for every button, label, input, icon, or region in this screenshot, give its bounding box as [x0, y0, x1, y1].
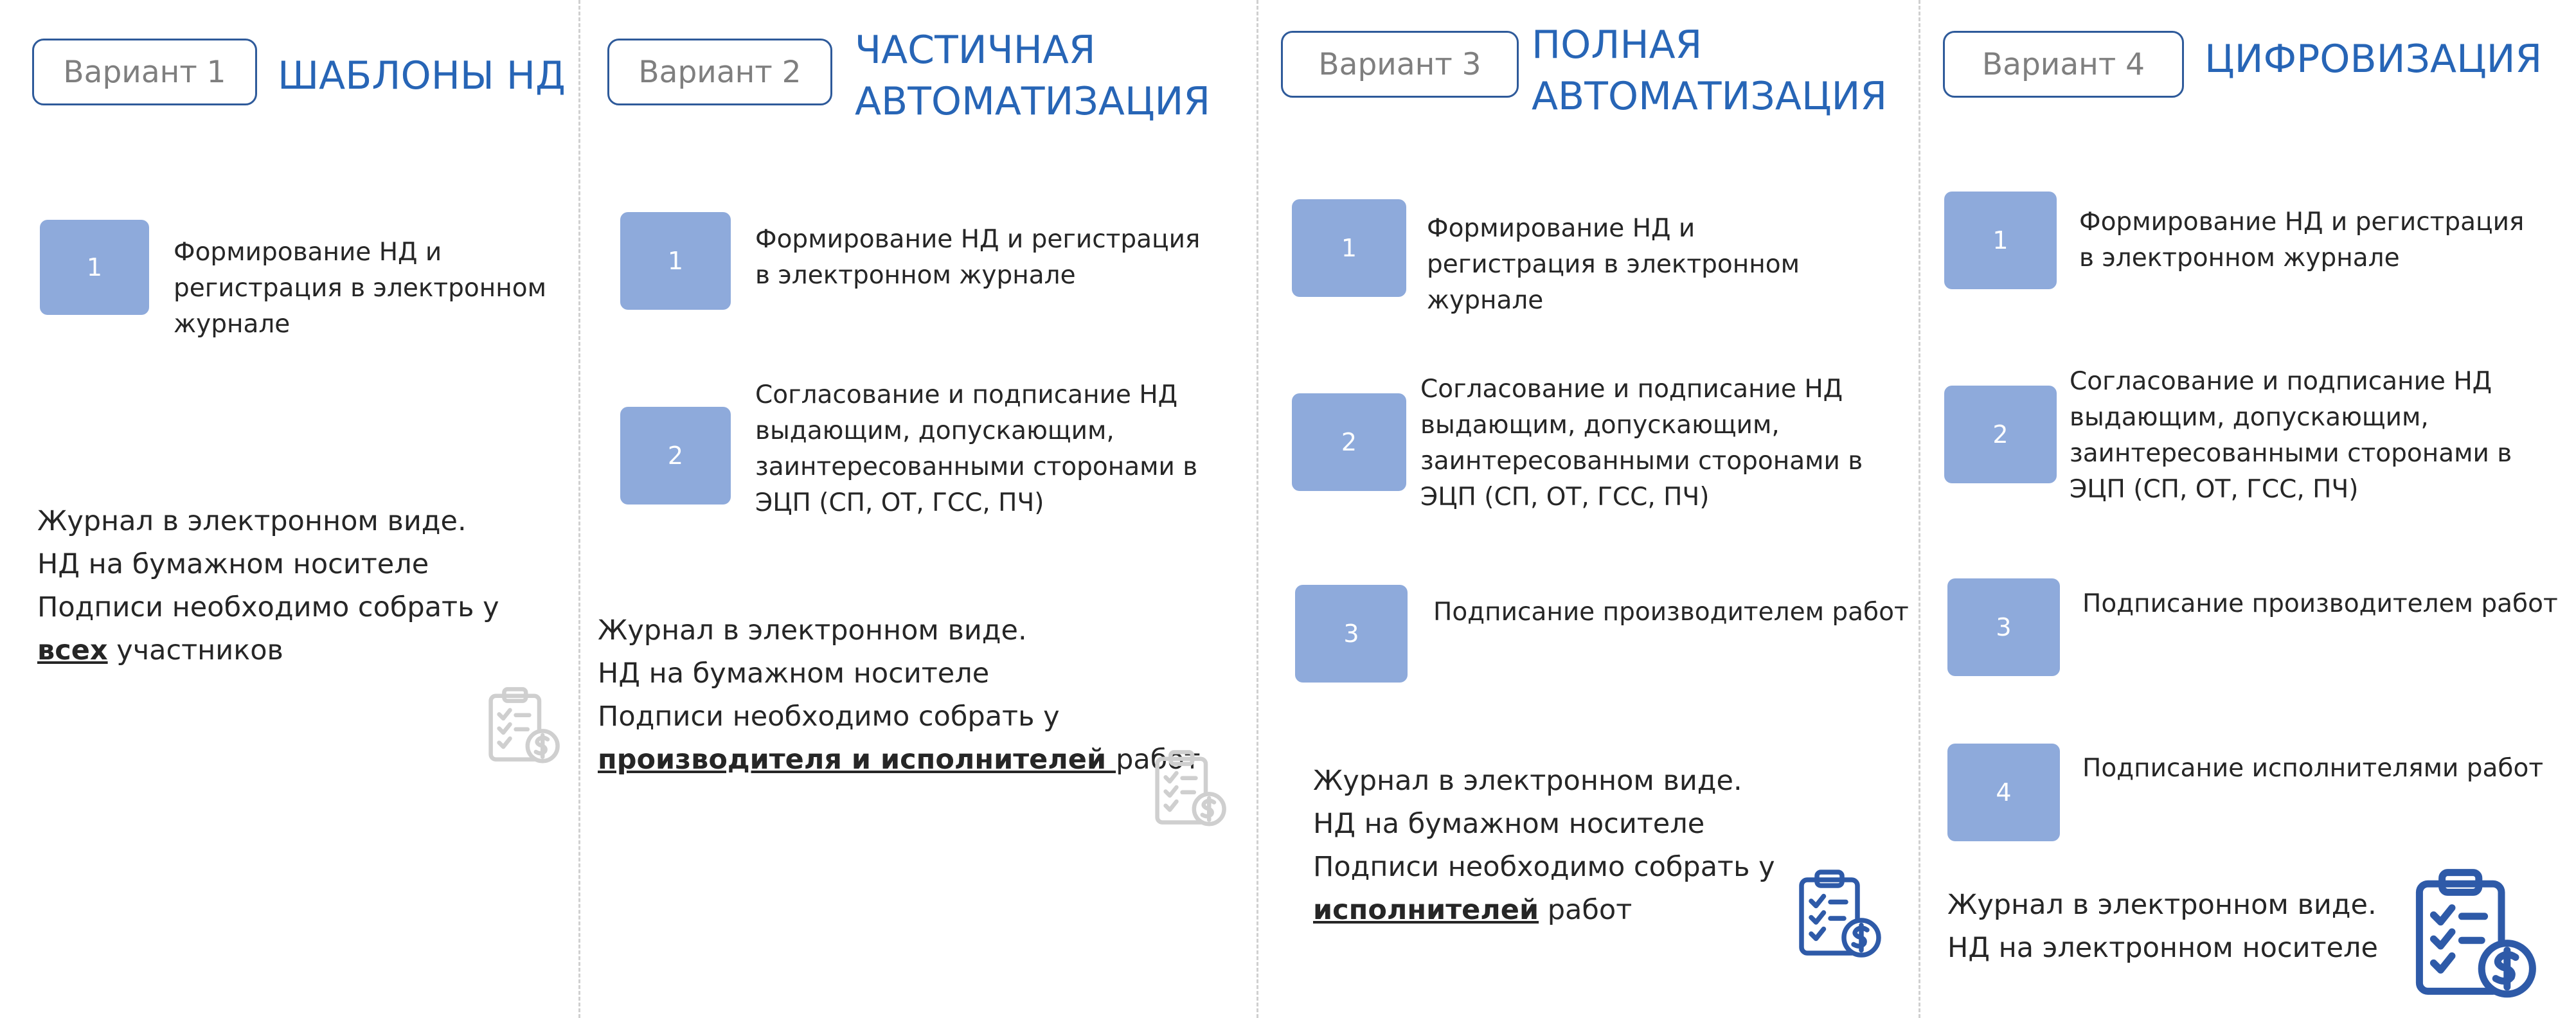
- step-text: Подписание исполнителями работ: [2082, 754, 2544, 783]
- step-text: Формирование НД и регистрация в электронном журнале: [1427, 214, 1800, 315]
- step-text: Подписание производителем работ: [1433, 598, 1909, 627]
- variant-1-title: ШАБЛОНЫ НД: [278, 53, 566, 98]
- step-text: Формирование НД и регистрация в электронном журнале: [174, 238, 547, 339]
- variant-1-notes: Журнал в электронном виде. НД на бумажном носителе Подписи необходимо собрать у всех участников: [37, 505, 499, 666]
- step-badge: 2: [1944, 386, 2057, 483]
- step-badge: 1: [1292, 199, 1406, 297]
- variant-3-title: ПОЛНАЯ АВТОМАТИЗАЦИЯ: [1532, 22, 1888, 119]
- step-badge: 3: [1947, 578, 2060, 676]
- variant-2-title: ЧАСТИЧНАЯ АВТОМАТИЗАЦИЯ: [855, 28, 1211, 124]
- step-badge: 4: [1947, 744, 2060, 841]
- step-text: Подписание производителем работ: [2082, 589, 2558, 618]
- variant-4-label: Вариант 4: [1943, 31, 2184, 98]
- step-text: Формирование НД и регистрация в электронном журнале: [755, 225, 1201, 290]
- clipboard-checklist-dollar-icon: [2402, 861, 2544, 1003]
- step-text: Согласование и подписание НД выдающим, допускающим, заинтересованными сторонами в ЭЦП (СП, ОТ, ГСС, ПЧ): [755, 380, 1198, 517]
- variant-4-notes: Журнал в электронном виде. НД на электронном носителе: [1947, 889, 2378, 964]
- step-text: Формирование НД и регистрация в электронном журнале: [2079, 208, 2525, 272]
- step-badge: 2: [620, 407, 731, 505]
- variant-1-label: Вариант 1: [32, 39, 257, 105]
- variant-2-column: [578, 0, 1257, 1018]
- step-text: Согласование и подписание НД выдающим, допускающим, заинтересованными сторонами в ЭЦП (СП, ОТ, ГСС, ПЧ): [2070, 367, 2512, 504]
- variant-3-label: Вариант 3: [1281, 31, 1519, 98]
- step-badge: 2: [1292, 393, 1406, 491]
- variant-3-column: [1257, 0, 1919, 1018]
- variant-3-notes: Журнал в электронном виде. НД на бумажном носителе Подписи необходимо собрать у исполнителей работ: [1313, 765, 1775, 926]
- clipboard-checklist-dollar-icon: [481, 683, 564, 766]
- variant-2-label: Вариант 2: [607, 39, 832, 105]
- variant-1-column: [0, 0, 578, 1018]
- step-badge: 1: [620, 212, 731, 310]
- variant-2-notes: Журнал в электронном виде. НД на бумажном носителе Подписи необходимо собрать у производителя и исполнителей работ: [598, 614, 1201, 776]
- step-text: Согласование и подписание НД выдающим, допускающим, заинтересованными сторонами в ЭЦП (СП, ОТ, ГСС, ПЧ): [1420, 375, 1863, 512]
- step-badge: 1: [40, 220, 149, 315]
- step-badge: 3: [1295, 585, 1408, 683]
- variant-4-column: [1919, 0, 2576, 1018]
- clipboard-checklist-dollar-icon: [1790, 864, 1886, 961]
- clipboard-checklist-dollar-icon: [1147, 746, 1231, 829]
- variant-4-title: ЦИФРОВИЗАЦИЯ: [2205, 37, 2543, 82]
- step-badge: 1: [1944, 192, 2057, 289]
